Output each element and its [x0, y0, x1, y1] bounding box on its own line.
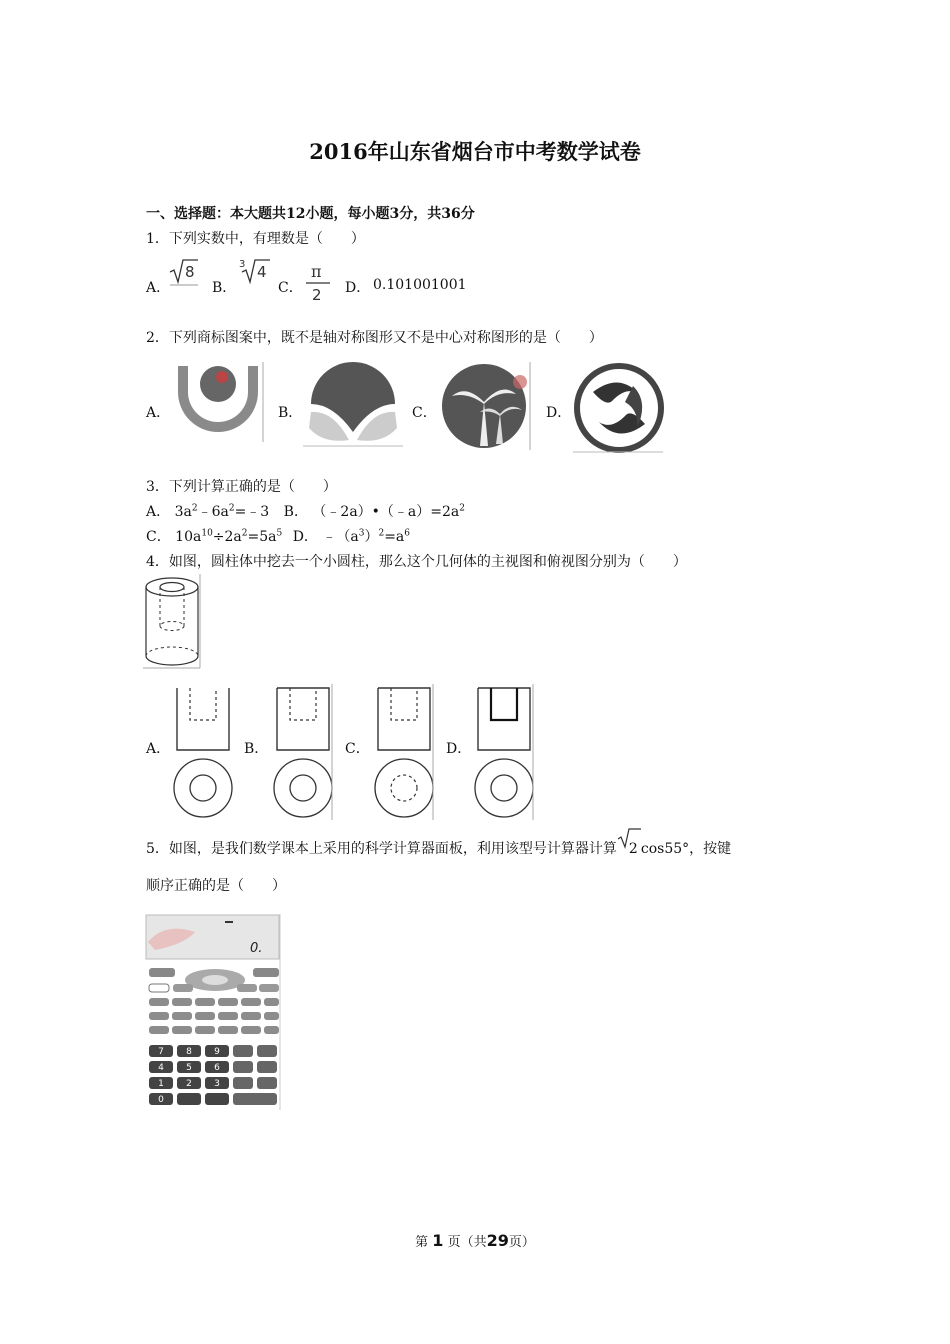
q2-option-b-label: B．: [278, 405, 303, 421]
svg-text:6: 6: [214, 1063, 220, 1073]
svg-text:1: 1: [158, 1079, 164, 1089]
page-number: 1: [432, 1231, 444, 1250]
svg-text:0: 0: [158, 1095, 164, 1105]
page-footer: 第 1 页（共29页）: [415, 1231, 535, 1250]
q4-option-d-label: D．: [446, 741, 472, 757]
q2-option-c-label: C．: [412, 405, 437, 421]
svg-text:π: π: [311, 262, 322, 281]
q3-option-d-text: $﹣(a^3)^2=a^6$: [322, 528, 411, 545]
q3-option-c-text: $10a^{10}\div 2a^2=5a^5$: [175, 528, 283, 545]
q4-option-b-label: B．: [244, 741, 269, 757]
q3-line1: [146, 501, 465, 521]
q5-stem-part2: cos55°，按键: [640, 841, 732, 857]
svg-text:4: 4: [257, 263, 267, 281]
q3-line2: [146, 526, 410, 546]
svg-text:2: 2: [186, 1079, 192, 1089]
q3-stem: 3．下列计算正确的是（ ）: [146, 479, 337, 495]
q3-option-a-text: $3a^2﹣6a^2=﹣3$: [174, 503, 270, 520]
q1-option-d-label: D．: [345, 280, 371, 296]
svg-text:8: 8: [185, 263, 195, 281]
q3-option-d-label: D．: [292, 529, 318, 545]
q1-option-a-sqrt8: [168, 258, 200, 288]
svg-text:8: 8: [186, 1047, 192, 1057]
q1-option-c-pi-over-2: [304, 262, 332, 304]
q5-stem-line1: [146, 838, 731, 858]
svg-text:5: 5: [186, 1063, 192, 1073]
q2-logo-b: [303, 362, 403, 448]
page-total: 29: [486, 1231, 509, 1250]
q1-option-b-cbrt4: [238, 258, 272, 286]
q3-option-a-label: A．: [146, 504, 171, 520]
q4-option-c-views: [371, 684, 435, 820]
q2-logo-a: [170, 362, 266, 444]
svg-text:7: 7: [158, 1047, 164, 1057]
q1-stem: 1．下列实数中，有理数是（ ）: [146, 231, 365, 247]
q3-option-c-label: C．: [146, 529, 171, 545]
svg-text:3: 3: [239, 259, 246, 270]
q4-option-a-label: A．: [146, 741, 171, 757]
svg-text:2: 2: [312, 286, 322, 304]
q4-stem: 4．如图，圆柱体中挖去一个小圆柱，那么这个几何体的主视图和俯视图分别为（ ）: [146, 554, 687, 570]
q3-option-b-label: B．: [283, 504, 308, 520]
q5-stem-line2: 顺序正确的是（ ）: [146, 878, 286, 894]
q3-option-b-text: $(﹣2a)•(﹣a)=2a^2$: [312, 503, 465, 520]
q4-option-a-views: [170, 684, 234, 820]
q5-sqrt-symbol: [617, 841, 641, 857]
q2-option-d-label: D．: [546, 405, 572, 421]
q1-option-a-label: A．: [146, 280, 171, 296]
section-heading: 一、选择题：本大题共12小题，每小题3分，共36分: [146, 206, 475, 222]
q2-logo-c: [440, 362, 534, 450]
svg-text:9: 9: [214, 1047, 220, 1057]
q4-cylinder-figure: [143, 574, 203, 670]
q1-option-c-label: C．: [278, 280, 303, 296]
q1-option-b-label: B．: [212, 280, 237, 296]
q1-option-d-value: 0.101001001: [373, 277, 467, 293]
calculator-image: [145, 914, 281, 1110]
q4-option-c-label: C．: [345, 741, 370, 757]
q4-option-b-views: [270, 684, 334, 820]
svg-text:4: 4: [158, 1063, 164, 1073]
q4-option-d-views: [471, 684, 535, 820]
calculator-display: 0.: [250, 941, 263, 956]
q2-option-a-label: A．: [146, 405, 171, 421]
paper-title: 2016年山东省烟台市中考数学试卷: [309, 139, 641, 164]
q5-sqrt-arg: 2: [628, 841, 638, 857]
q2-stem: 2．下列商标图案中，既不是轴对称图形又不是中心对称图形的是（ ）: [146, 330, 603, 346]
q2-logo-d: [573, 362, 665, 454]
svg-text:3: 3: [214, 1079, 220, 1089]
q5-stem-part1: 5．如图，是我们数学课本上采用的科学计算器面板，利用该型号计算器计算: [146, 841, 617, 857]
